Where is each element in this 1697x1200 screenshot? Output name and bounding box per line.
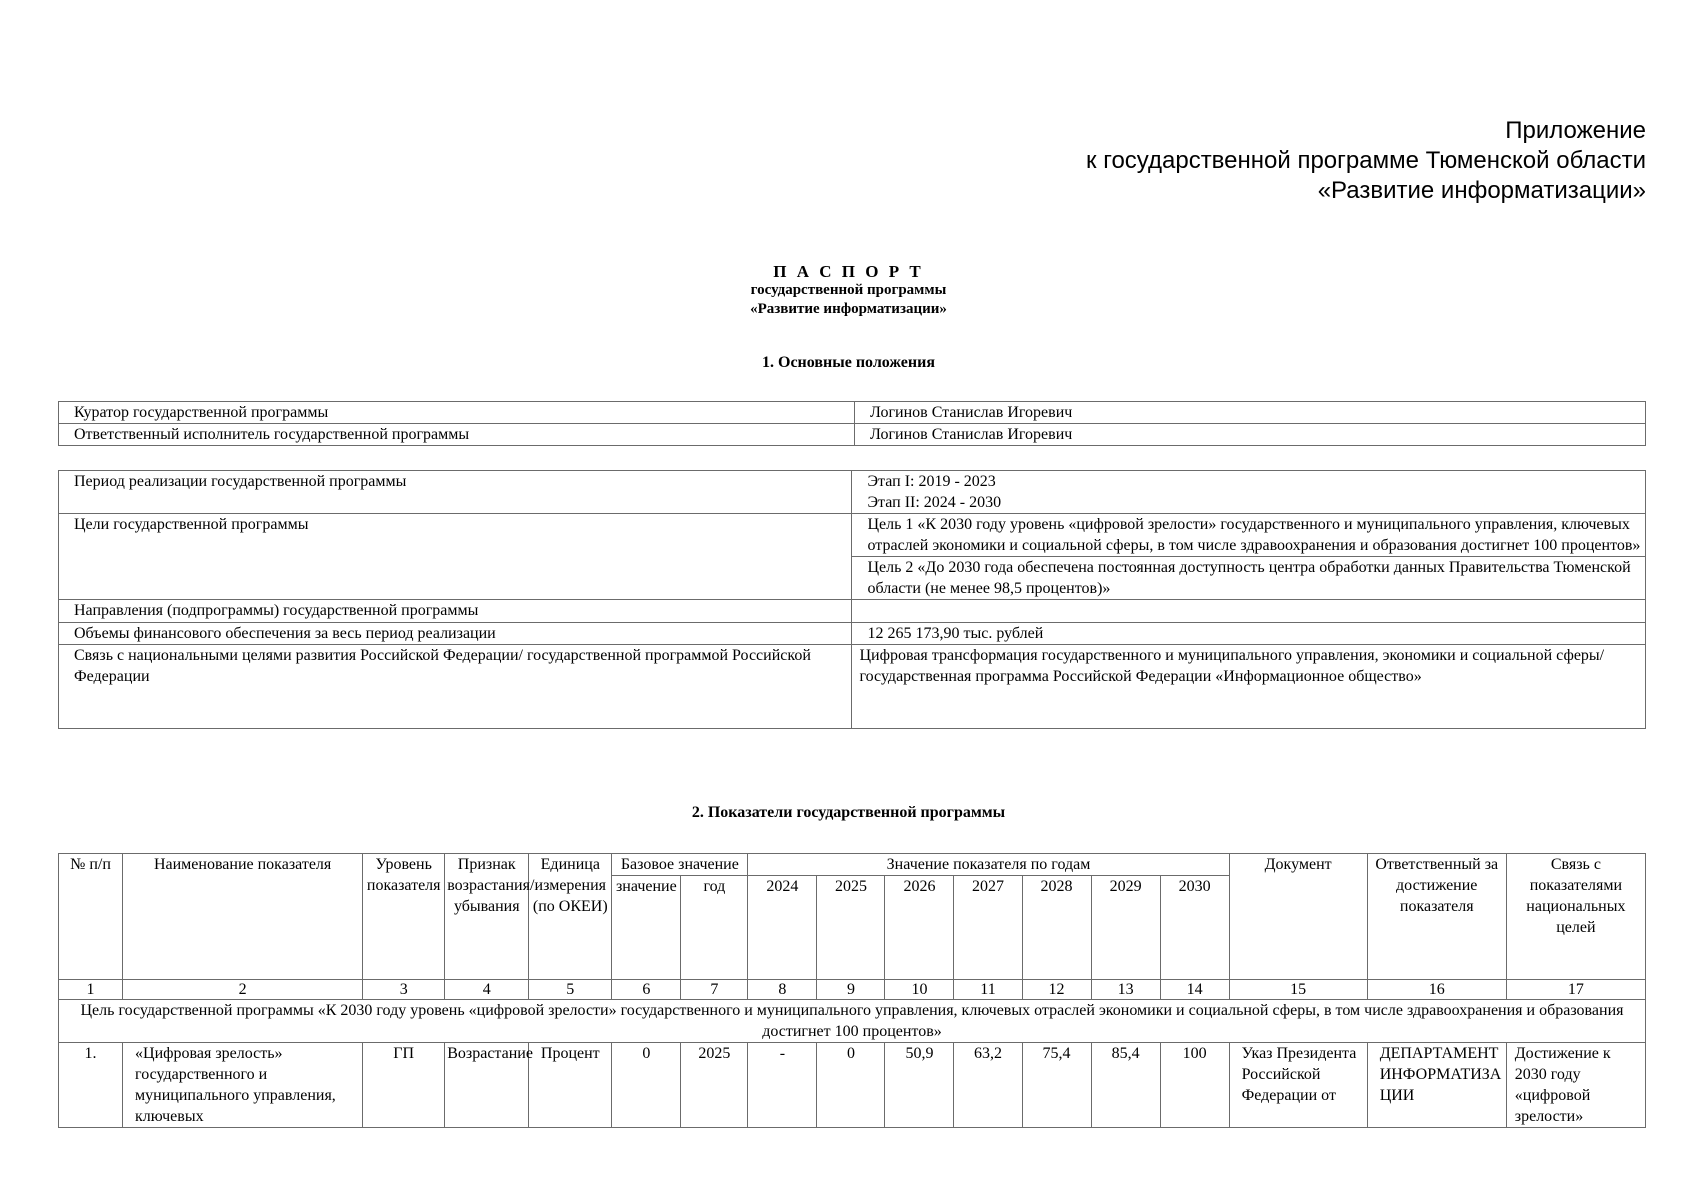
finance-label: Объемы финансового обеспечения за весь период реализации [59, 623, 852, 645]
table-row [59, 424, 1646, 446]
passport-title: П А С П О Р Т [773, 262, 924, 281]
national-link-value: Цифровая трансформация государственного и муниципального управления, экономики и социальной сферы/государственная программа Российской Федерации «Информационное общество» [852, 645, 1646, 729]
national-link-label: Связь с национальными целями развития Российской Федерации/ государственной программой Российской Федерации [59, 645, 852, 729]
row-base-year: 2025 [681, 1043, 748, 1128]
column-number: 8 [748, 980, 817, 1000]
appendix-line-2: к государственной программе Тюменской области [1086, 147, 1646, 174]
header-year: 2030 [1160, 876, 1229, 980]
row-value: 63,2 [954, 1043, 1022, 1128]
finance-value: 12 265 173,90 тыс. рублей [852, 623, 1646, 645]
header-document: Документ [1229, 854, 1367, 980]
header-year: 2028 [1022, 876, 1091, 980]
column-number: 9 [817, 980, 885, 1000]
directions-label: Направления (подпрограммы) государственной программы [59, 600, 852, 623]
header-responsible: Ответственный за достижение показателя [1367, 854, 1506, 980]
row-name: «Цифровая зрелость» государственного и муниципального управления, ключевых [123, 1043, 363, 1128]
section-1-title: 1. Основные положения [762, 354, 935, 371]
row-responsible: ДЕПАРТАМЕНТ ИНФОРМАТИЗАЦИИ [1367, 1043, 1506, 1128]
appendix-header [1086, 116, 1646, 206]
header-name: Наименование показателя [123, 854, 363, 980]
header-year: 2025 [817, 876, 885, 980]
header-num: № п/п [59, 854, 123, 980]
curator-label: Куратор государственной программы [59, 402, 855, 424]
table-row [59, 402, 1646, 424]
column-number: 2 [123, 980, 363, 1000]
table-row [59, 623, 1646, 645]
header-year: 2024 [748, 876, 817, 980]
column-number: 11 [954, 980, 1022, 1000]
row-national-link: Достижение к 2030 году «цифровой зрелости» [1506, 1043, 1645, 1128]
program-info-table [58, 470, 1646, 729]
section-2-title: 2. Показатели государственной программы [691, 804, 1006, 821]
row-unit: Процент [529, 1043, 612, 1128]
row-value: 85,4 [1091, 1043, 1160, 1128]
table-row [59, 471, 1646, 514]
header-level: Уровень показателя [363, 854, 445, 980]
column-number: 4 [445, 980, 529, 1000]
row-value: 75,4 [1022, 1043, 1091, 1128]
row-value: 50,9 [885, 1043, 954, 1128]
column-number: 17 [1506, 980, 1645, 1000]
column-number: 14 [1160, 980, 1229, 1000]
table-header-row [59, 854, 1646, 876]
table-row [59, 645, 1646, 729]
row-base-value: 0 [612, 1043, 681, 1128]
column-number: 13 [1091, 980, 1160, 1000]
header-year: 2026 [885, 876, 954, 980]
row-sign: Возрастание [445, 1043, 529, 1128]
column-number: 15 [1229, 980, 1367, 1000]
goal-row [59, 1000, 1646, 1043]
appendix-line-1: Приложение [1505, 117, 1646, 144]
column-number: 6 [612, 980, 681, 1000]
directions-value [852, 600, 1646, 623]
column-number: 1 [59, 980, 123, 1000]
header-base-value: значение [612, 876, 681, 980]
column-number: 3 [363, 980, 445, 1000]
column-numbers-row [59, 980, 1646, 1000]
header-national-link: Связь с показателями национальных целей [1506, 854, 1645, 980]
header-year: 2027 [954, 876, 1022, 980]
row-value: - [748, 1043, 817, 1128]
row-value: 0 [817, 1043, 885, 1128]
header-base-year: год [681, 876, 748, 980]
passport-subtitle-2: «Развитие информатизации» [750, 301, 947, 317]
passport-heading [0, 262, 1697, 319]
column-number: 12 [1022, 980, 1091, 1000]
header-unit: Единица измерения (по ОКЕИ) [529, 854, 612, 980]
period-stage-1: Этап I: 2019 - 2023 [867, 473, 996, 490]
passport-subtitle-1: государственной программы [750, 282, 947, 298]
column-number: 7 [681, 980, 748, 1000]
executor-value: Логинов Станислав Игоревич [855, 424, 1646, 446]
curator-table [58, 401, 1646, 446]
header-sign: Признак возрастания/ убывания [445, 854, 529, 980]
row-num: 1. [59, 1043, 123, 1128]
row-level: ГП [363, 1043, 445, 1128]
period-stage-2: Этап II: 2024 - 2030 [867, 494, 1002, 511]
row-document: Указ Президента Российской Федерации от [1229, 1043, 1367, 1128]
appendix-line-3: «Развитие информатизации» [1317, 177, 1646, 204]
table-row [59, 600, 1646, 623]
period-value [852, 471, 1646, 514]
indicators-table [58, 853, 1646, 1128]
goal-2: Цель 2 «До 2030 года обеспечена постоянная доступность центра обработки данных Правительства Тюменской области (не менее 98,5 процентов)» [852, 557, 1646, 600]
curator-value: Логинов Станислав Игоревич [855, 402, 1646, 424]
column-number: 16 [1367, 980, 1506, 1000]
goal-row-text: Цель государственной программы «К 2030 году уровень «цифровой зрелости» государственного и муниципального управления, ключевых отраслей экономики и социальной сферы, в том числе здравоохранения и образования достигнет 100 процентов» [59, 1000, 1646, 1043]
goal-1: Цель 1 «К 2030 году уровень «цифровой зрелости» государственного и муниципального управления, ключевых отраслей экономики и социальной сферы, в том числе здравоохранения и образования достигнет 100 процентов» [852, 514, 1646, 557]
table-row [59, 1043, 1646, 1128]
executor-label: Ответственный исполнитель государственной программы [59, 424, 855, 446]
goals-label: Цели государственной программы [59, 514, 852, 600]
header-years-group: Значение показателя по годам [748, 854, 1229, 876]
header-base: Базовое значение [612, 854, 748, 876]
period-label: Период реализации государственной программы [59, 471, 852, 514]
header-year: 2029 [1091, 876, 1160, 980]
column-number: 5 [529, 980, 612, 1000]
table-row [59, 514, 1646, 557]
row-value: 100 [1160, 1043, 1229, 1128]
column-number: 10 [885, 980, 954, 1000]
